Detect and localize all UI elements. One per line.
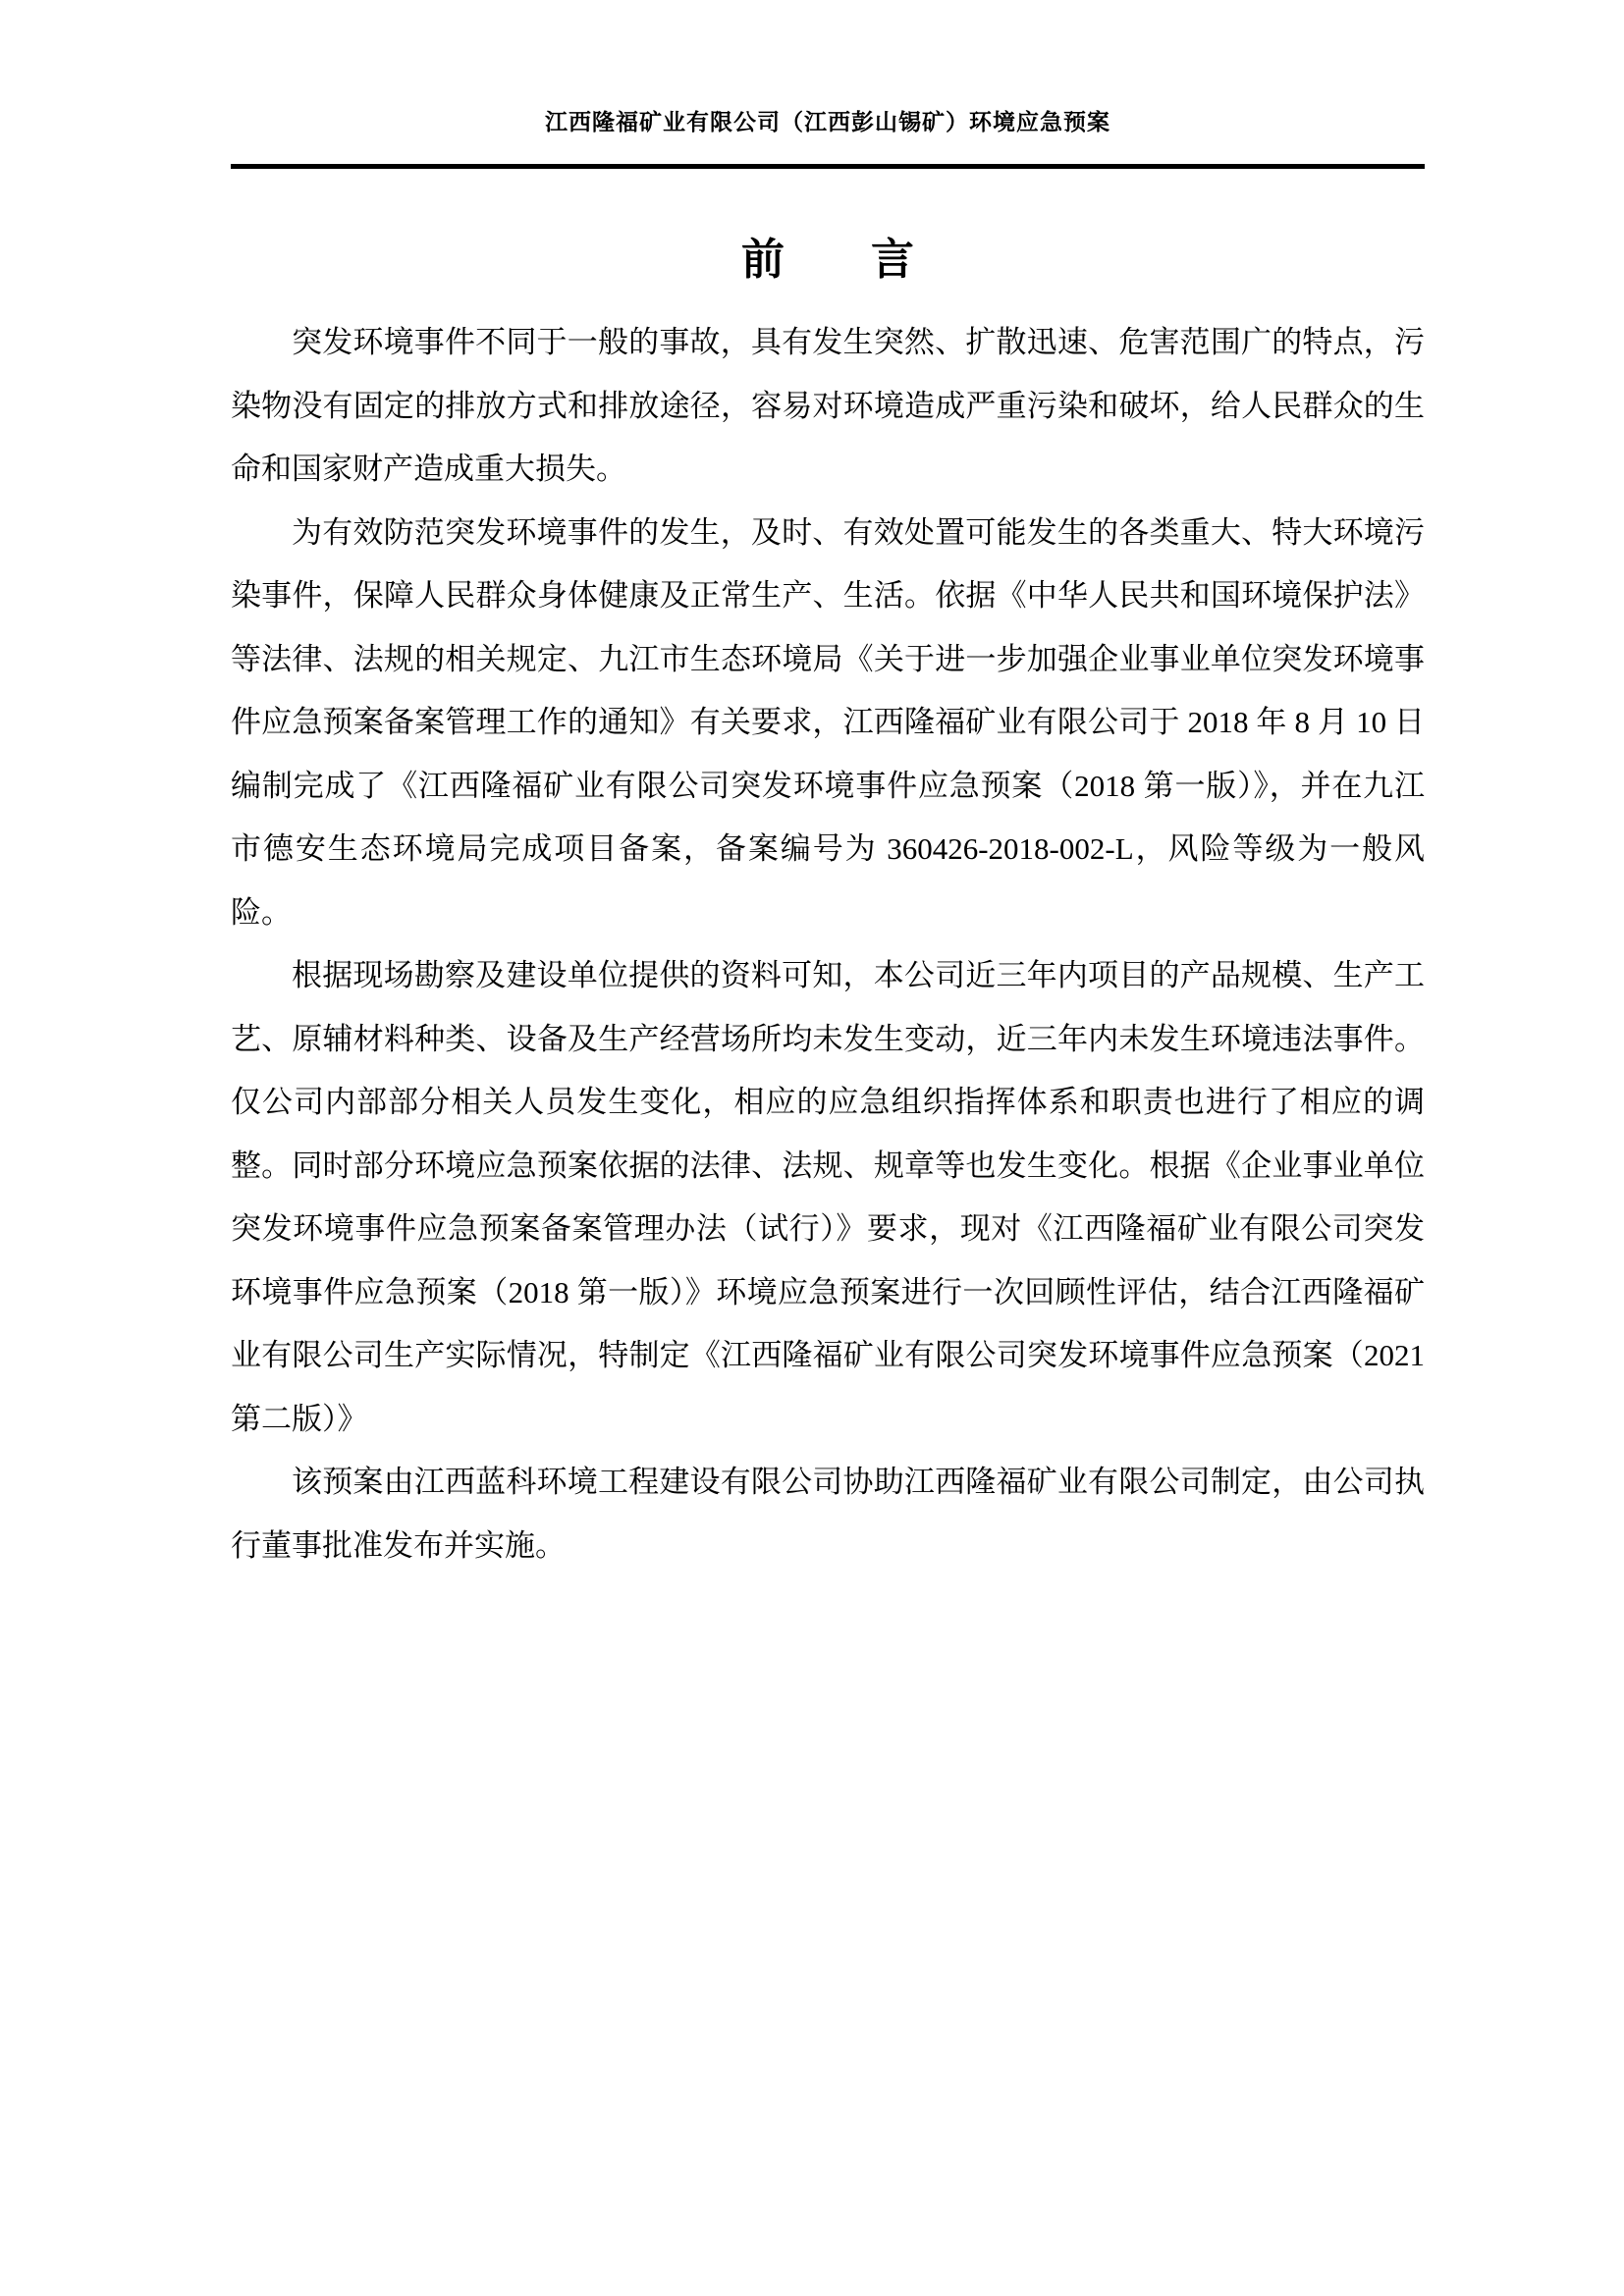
document-title: 前 言 — [741, 236, 914, 284]
page-content — [231, 232, 1425, 1577]
paragraph-2: 为有效防范突发环境事件的发生，及时、有效处置可能发生的各类重大、特大环境污染事件，保障人民群众身体健康及正常生产、生活。依据《中华人民共和国环境保护法》等法律、法规的相关规定、九江市生态环境局《关于进一步加强企业事业单位突发环境事件应急预案备案管理工作的通知》有关要求，江西隆福矿业有限公司于 2018 年 8 月 10 日编制完成了《江西隆福矿业有限公司突发环境事件应急预案（2018 第一版）》，并在九江市德安生态环境局完成项目备案，备案编号为 360426-2018-002-L，风险等级为一般风险。 — [231, 514, 1425, 930]
paragraph-3: 根据现场勘察及建设单位提供的资料可知，本公司近三年内项目的产品规模、生产工艺、原辅材料种类、设备及生产经营场所均未发生变动，近三年内未发生环境违法事件。仅公司内部部分相关人员发生变化，相应的应急组织指挥体系和职责也进行了相应的调整。同时部分环境应急预案依据的法律、法规、规章等也发生变化。根据《企业事业单位突发环境事件应急预案备案管理办法（试行）》要求，现对《江西隆福矿业有限公司突发环境事件应急预案（2018 第一版）》环境应急预案进行一次回顾性评估，结合江西隆福矿业有限公司生产实际情况，特制定《江西隆福矿业有限公司突发环境事件应急预案（2021 第二版）》 — [231, 958, 1425, 1436]
paragraph-4: 该预案由江西蓝科环境工程建设有限公司协助江西隆福矿业有限公司制定，由公司执行董事批准发布并实施。 — [231, 1465, 1425, 1563]
header-divider — [231, 164, 1425, 169]
paragraph-1: 突发环境事件不同于一般的事故，具有发生突然、扩散迅速、危害范围广的特点，污染物没有固定的排放方式和排放途径，容易对环境造成严重污染和破坏，给人民群众的生命和国家财产造成重大损失。 — [231, 325, 1425, 486]
page-header-title: 江西隆福矿业有限公司（江西彭山锡矿）环境应急预案 — [545, 110, 1110, 134]
document-body — [231, 311, 1425, 1577]
